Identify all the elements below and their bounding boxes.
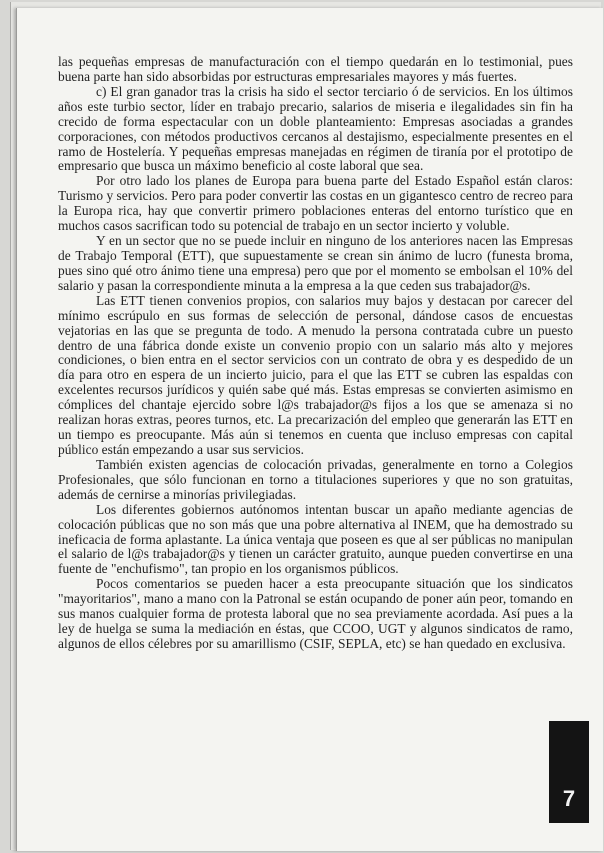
paragraph-1: las pequeñas empresas de manufacturación con el tiempo quedarán en lo testimonial, pues buena parte han sido absorbidas por estructuras empresariales mayores y más fuertes.: [58, 54, 573, 84]
paragraph-6: También existen agencias de colocación privadas, generalmente en torno a Colegios Profesionales, que sólo funcionan en torno a titulaciones superiores y que no son gratuitas, además de cernirse a minorías privilegiadas.: [58, 456, 573, 502]
document-page: [16, 8, 603, 851]
paragraph-7: Los diferentes gobiernos autónomos intentan buscar un apaño mediante agencias de colocación públicas que no son más que una pobre alternativa al INEM, que ha demostrado su ineficacia de forma aplastante. La única ventaja que poseen es que al ser públicas no manipulan el salario de l@s trabajador@s y tienen un carácter gratuito, aunque pueden convertirse en una fuente de "enchufismo", tan propio en los organismos públicos.: [58, 501, 573, 577]
paragraph-3: Por otro lado los planes de Europa para buena parte del Estado Español están claros: Turismo y servicios. Pero para poder convertir las costas en un gigantesco centro de recreo para la Europa rica, hay que convertir primero poblaciones enteras del entorno turístico que en muchos casos sacrifican todo su potencial de trabajo en un sector incierto y voluble.: [58, 173, 573, 234]
paragraph-4: Y en un sector que no se puede incluir en ninguno de los anteriores nacen las Empresas de Trabajo Temporal (ETT), que supuestamente se crean sin ánimo de lucro (funesta broma, pues sino qué otro ánimo tiene una empresa) pero que por el momento se embolsan el 10% del salario y pasan la correspondiente minuta a la empresa a la que ceden sus trabajador@s.: [58, 233, 573, 293]
paragraph-5: Las ETT tienen convenios propios, con salarios muy bajos y destacan por carecer del mínimo escrúpulo en sus formas de selección de personal, dándose casos de encuestas vejatorias en las que se pregunta de todo. A menudo la persona contratada cubre un puesto dentro de una fábrica donde existe un convenio propio con un salario más alto y mejores condiciones, o bien entra en el sector servicios con un contrato de obra y es despedido de un día para otro en espera de un incierto juicio, para el que las ETT se cubren las espaldas con excelentes recursos jurídicos y quién sabe qué más. Estas empresas se convierten asimismo en cómplices del chantaje ejercido sobre l@s trabajador@s fijos a los que se amenaza si no realizan horas extras, peores turnos, etc. La precarización del empleo que generarán las ETT en un tiempo es preocupante. Más aún si tenemos en cuenta que incluso empresas con capital público están empezando a usar sus servicios.: [58, 292, 573, 457]
body-text: [58, 55, 573, 652]
page-number: 7: [562, 786, 576, 811]
paragraph-2: c) El gran ganador tras la crisis ha sido el sector terciario ó de servicios. En los últimos años este turbio sector, líder en trabajo precario, salarios de miseria e ilegalidades sin fin ha crecido de forma espectacular con un doble planteamiento: Empresas asociadas a grandes corporaciones, con métodos productivos cercanos al destajismo, especialmente presentes en el ramo de Hostelería. Y pequeñas empresas manejadas en régimen de tiranía por el prototipo de empresario que busca un máximo beneficio al coste laboral que sea.: [58, 83, 573, 174]
paragraph-8: Pocos comentarios se pueden hacer a esta preocupante situación que los sindicatos "mayoritarios", mano a mano con la Patronal se están ocupando de poner aún peor, tomando en sus manos cualquier forma de protesta laboral que no sea previamente acordada. Así pues a la ley de huelga se suma la mediación en éstas, que CCOO, UGT y algunos sindicatos de ramo, algunos de ellos célebres por su amarillismo (CSIF, SEPLA, etc) se han quedado en exclusiva.: [58, 576, 573, 651]
